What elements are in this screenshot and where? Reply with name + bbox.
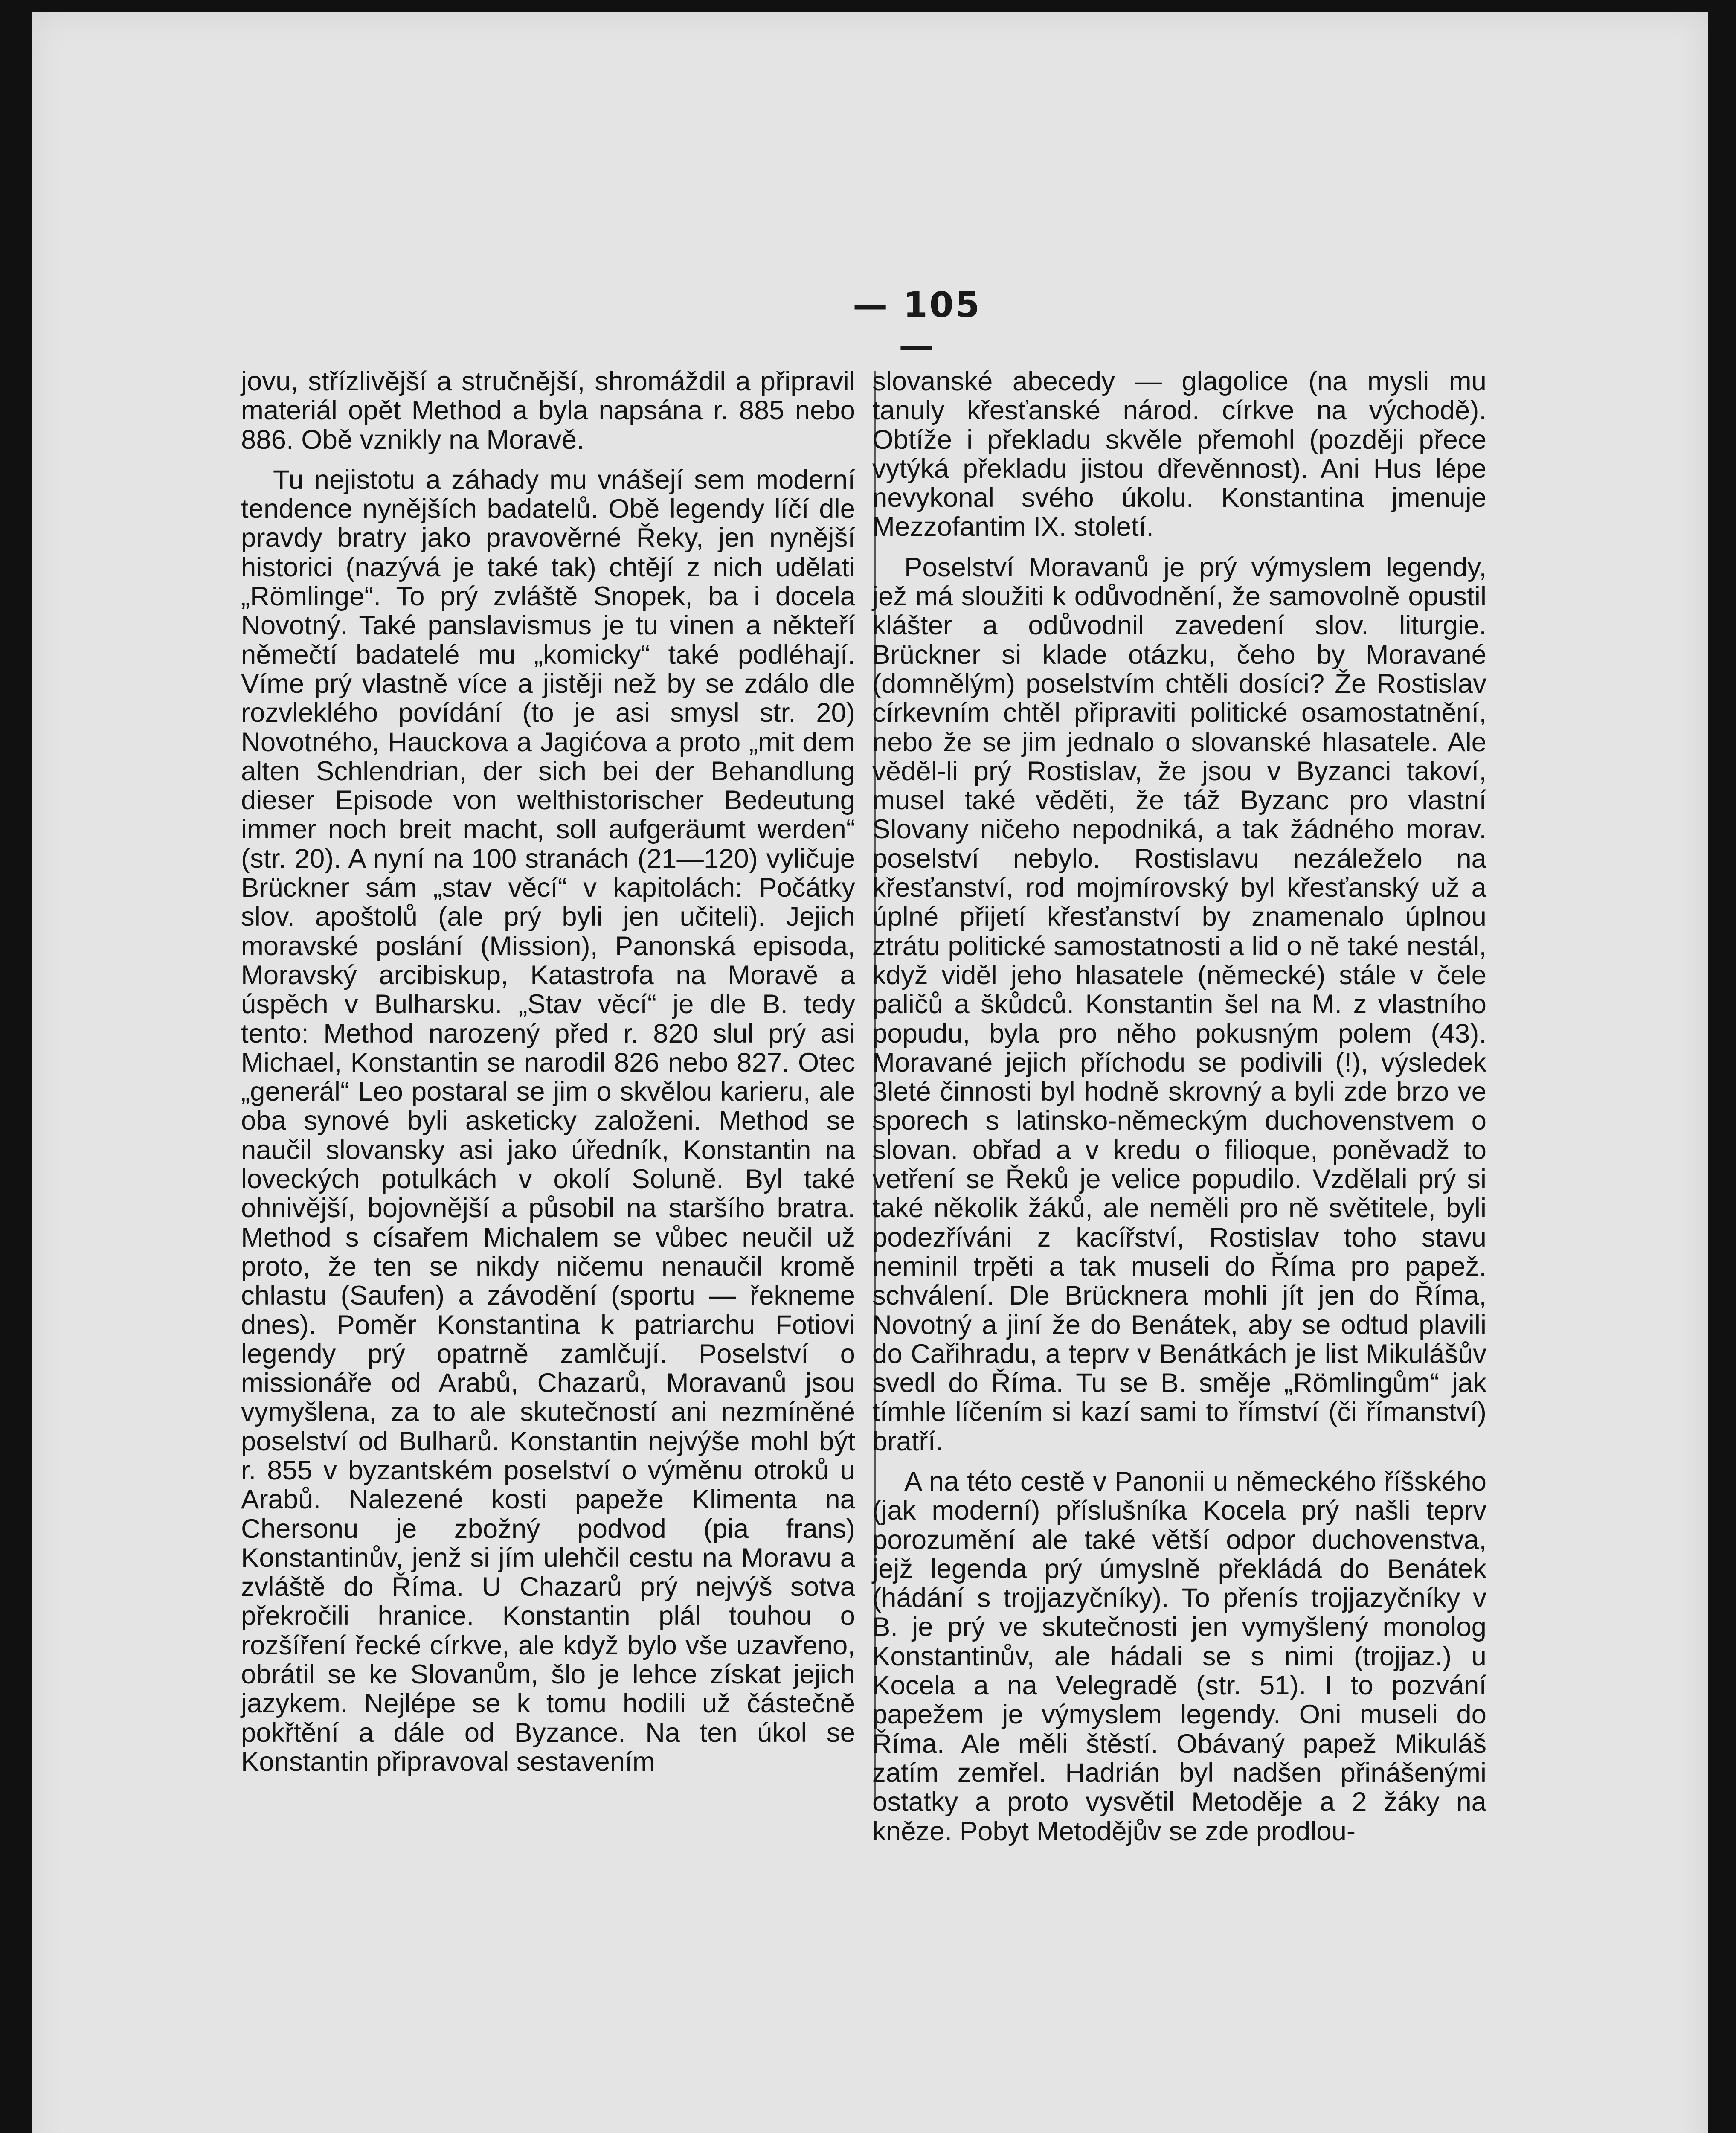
paragraph: Tu nejistotu a záhady mu vnášejí sem moderní tendence nynějších badatelů. Obě legendy líčí dle pravdy bratry jako pravověrné Řeky, jen nynější historici (nazývá je také tak) chtějí z nich udělati „Römlinge“. To prý zvláště Snopek, ba i docela Novotný. Také panslavismus je tu vinen a někteří němečtí badatelé mu „komicky“ také podléhají. Víme prý vlastně více a jistěji než by se zdálo dle rozvleklého povídání (to je asi smysl str. 20) Novotného, Hauckova a Jagićova a proto „mit dem alten Schlendrian, der sich bei der Behandlung dieser Episode von welthistorischer Bedeutung immer noch breit macht, soll aufgeräumt werden“ (str. 20). A nyní na 100 stranách (21—120) vyličuje Brückner sám „stav věcí“ v kapitolách: Počátky slov. apoštolů (ale prý byli jen učiteli). Jejich moravské poslání (Mission), Panonská episoda, Moravský arcibiskup, Katastrofa na Moravě a úspěch v Bulharsku. „Stav věcí“ je dle B. tedy tento: Method narozený před r. 820 slul prý asi Michael, Konstantin se narodil 826 nebo 827. Otec „generál“ Leo postaral se jim o skvělou karieru, ale oba synové byli asketicky založeni. Method se naučil slovansky asi jako úředník, Konstantin na loveckých potulkách v okolí Soluně. Byl také ohnivější, bojovnější a působil na staršího bratra. Method s císařem Michalem se vůbec neučil už proto, že ten se nikdy ničemu nenaučil kromě chlastu (Saufen) a závodění (sportu — řekneme dnes). Poměr Konstantina k patriarchu Fotiovi legendy prý opatrně zamlčují. Poselství o missionáře od Arabů, Chazarů, Moravanů jsou vymyšlena, za to ale skutečností ani nezmíněné poselství od Bulharů. Konstantin nejvýše mohl být r. 855 v byzantském poselství o výměnu otroků u Arabů. Nalezené kosti papeže Klimenta na Chersonu je zbožný podvod (pia frans) Konstantinův, jenž si jím ulehčil cestu na Moravu a zvláště do Říma. U Chazarů prý nejvýš sotva překročili hranice. Konstantin plál touhou o rozšíření řecké církve, ale když bylo vše uzavřeno, obrátil se ke Slovanům, šlo je lehce získat jejich jazykem. Nejlépe se k tomu hodili už částečně pokřtění a dále od Byzance. Na ten úkol se Konstantin připravoval sestavením — [241, 465, 855, 1777]
paragraph: jovu, střízlivější a stručnější, shromáždil a připravil materiál opět Method a byla napsána r. 885 nebo 886. Obě vznikly na Moravě. — [241, 366, 855, 455]
paragraph: Poselství Moravanů je prý výmyslem legendy, jež má sloužiti k odůvodnění, že samovolně opustil klášter a odůvodnil zavedení slov. liturgie. Brückner si klade otázku, čeho by Moravané (domnělým) poselstvím chtěli dosíci? Že Rostislav církevním chtěl připraviti politické osamostatnění, nebo že se jim jednalo o slovanské hlasatele. Ale věděl-li prý Rostislav, že jsou v Byzanci takoví, musel také věděti, že táž Byzanc pro vlastní Slovany ničeho nepodniká, a tak žádného morav. poselství nebylo. Rostislavu nezáleželo na křesťanství, rod mojmírovský byl křesťanský už a úplné přijetí křesťanství by znamenalo úplnou ztrátu politické samostatnosti a lid o ně také nestál, když viděl jeho hlasatele (německé) stále v čele paličů a škůdců. Konstantin šel na M. z vlastního popudu, byla pro něho pokusným polem (43). Moravané jejich příchodu se podivili (!), výsledek 3leté činnosti byl hodně skrovný a byli zde brzo ve sporech s latinsko-německým duchovenstvem o slovan. obřad a v kredu o filioque, poněvadž to vetření se Řeků je velice popudilo. Vzdělali prý si také několik žáků, ale neměli pro ně světitele, byli podezříváni z kacířství, Rostislav toho stavu neminil trpěti a tak museli do Říma pro papež. schválení. Dle Brücknera mohli jít jen do Říma, Novotný a jiní že do Benátek, aby se odtud plavili do Cařihradu, a teprv v Benátkách je list Mikulášův svedl do Říma. Tu se B. směje „Römlingům“ jak tímhle líčením si kazí sami to římství (či římanství) bratří. — [872, 552, 1486, 1456]
paragraph: slovanské abecedy — glagolice (na mysli mu tanuly křesťanské národ. církve na východě). Obtíže i překladu skvěle přemohl (později přece vytýká překladu jistou dřevěnnost). Ani Hus lépe nevykonal svého úkolu. Konstantina jmenuje Mezzofantim IX. století. — [872, 366, 1486, 542]
page-number: — 105 — — [853, 285, 981, 366]
right-text-column — [872, 367, 1486, 1846]
left-text-column — [241, 367, 855, 1776]
paragraph: A na této cestě v Panonii u německého říšského (jak moderní) příslušníka Kocela prý našli teprv porozumění ale také větší odpor duchovenstva, jejž legenda prý úmyslně překládá do Benátek (hádání s trojjazyčníky). To přenís trojjazyčníky v B. je prý ve skutečnosti jen vymyšlený monolog Konstantinův, ale hádali se s nimi (trojjaz.) u Kocela a na Velegradě (str. 51). I to pozvání papežem je výmyslem legendy. Oni museli do Říma. Ale měli štěstí. Obávaný papež Mikuláš zatím zemřel. Hadrián byl nadšen přinášenými ostatky a proto vysvětil Metoděje a 2 žáky na kněze. Pobyt Metodějův se zde prodlou- — [872, 1466, 1486, 1846]
